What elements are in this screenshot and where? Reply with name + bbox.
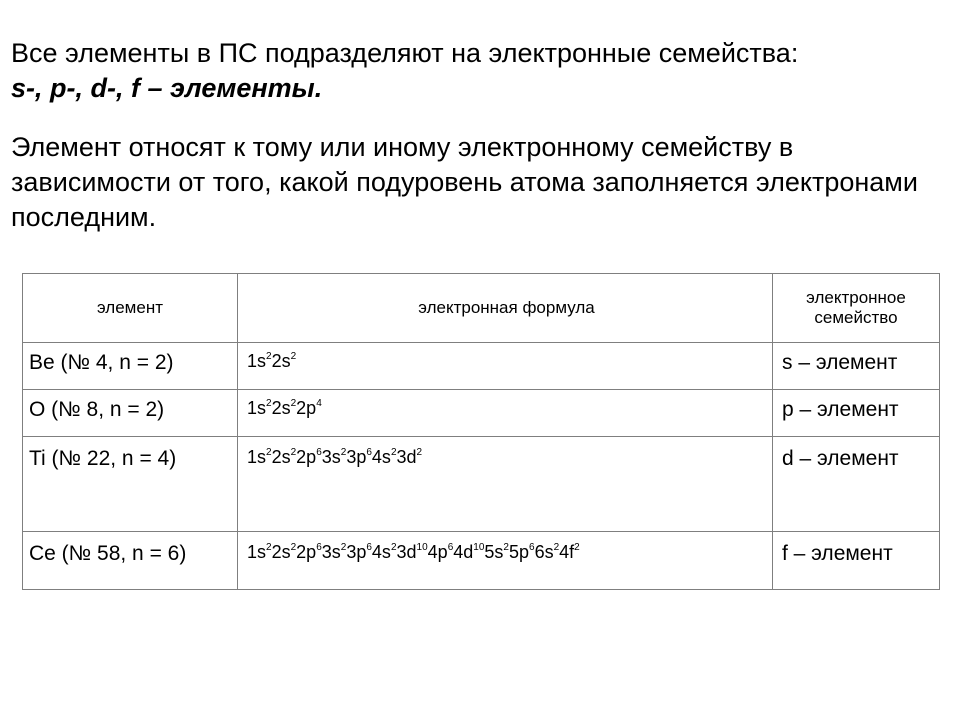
orbital-term: $2p^6$ xyxy=(296,447,322,467)
table-header-row xyxy=(23,274,940,343)
orbital-term: $5s^2$ xyxy=(484,542,509,562)
orbital-term: $2p^4$ xyxy=(296,398,322,418)
electron-count: 2 xyxy=(340,542,347,553)
electron-count: 6 xyxy=(529,542,535,553)
electron-count: 2 xyxy=(290,398,297,409)
element-cell: Ce (№ 58, n = 6) xyxy=(23,532,238,590)
family-cell: f – элемент xyxy=(773,532,940,590)
table-row xyxy=(23,343,940,390)
orbital-term: $3d^2$ xyxy=(396,447,423,467)
intro-line1: Все элементы в ПС подразделяют на электронные семейства: xyxy=(11,38,799,68)
element-cell: Ti (№ 22, n = 4) xyxy=(23,437,238,532)
electron-count: 2 xyxy=(266,398,272,409)
orbital-term: $2s^2$ xyxy=(271,447,297,467)
electron-count: 2 xyxy=(503,542,509,553)
electron-count: 2 xyxy=(290,542,297,553)
intro-paragraph2: Элемент относят к тому или иному электронному семейству в зависимости от того, какой подуровень атома заполняется электронами последним. xyxy=(11,132,918,232)
orbital-term: $4p^6$ xyxy=(427,542,454,562)
electron-count: 2 xyxy=(266,351,272,362)
orbital-term: $5p^6$ xyxy=(508,542,535,562)
orbital-term: $2s^2$ xyxy=(271,351,297,371)
electron-count: 2 xyxy=(290,351,297,362)
family-cell: s – элемент xyxy=(773,343,940,390)
orbital-term: $4s^2$ xyxy=(371,542,397,562)
formula-cell xyxy=(238,390,773,437)
formula-cell xyxy=(238,437,773,532)
electron-count: 10 xyxy=(416,542,428,553)
table-row xyxy=(23,437,940,532)
electron-count: 2 xyxy=(390,542,397,553)
orbital-term: $1s^2$ xyxy=(247,351,272,371)
formula-cell xyxy=(238,343,773,390)
intro-families: s-, p-, d-, f – элементы. xyxy=(11,73,323,103)
intro-text xyxy=(11,36,951,235)
orbital-term: $3p^6$ xyxy=(346,542,372,562)
element-cell: Be (№ 4, n = 2) xyxy=(23,343,238,390)
orbital-term: $1s^2$ xyxy=(247,398,272,418)
header-family: электронное семейство xyxy=(773,274,940,343)
electron-count: 6 xyxy=(316,542,322,553)
family-cell: d – элемент xyxy=(773,437,940,532)
orbital-term: $6s^2$ xyxy=(534,542,560,562)
electron-count: 6 xyxy=(366,447,372,458)
formula-cell xyxy=(238,532,773,590)
orbital-term: $2p^6$ xyxy=(296,542,322,562)
orbital-term: $3d^{10}$ xyxy=(396,542,428,562)
header-formula: электронная формула xyxy=(238,274,773,343)
electron-count: 6 xyxy=(366,542,372,553)
header-element: элемент xyxy=(23,274,238,343)
orbital-term: $4f^2$ xyxy=(559,542,580,562)
electron-count: 2 xyxy=(390,447,397,458)
orbital-term: $1s^2$ xyxy=(247,447,272,467)
orbital-term: $2s^2$ xyxy=(271,398,297,418)
orbital-term: $1s^2$ xyxy=(247,542,272,562)
electron-count: 2 xyxy=(266,542,272,553)
electron-count: 10 xyxy=(473,542,485,553)
orbital-term: $3p^6$ xyxy=(346,447,372,467)
electron-count: 6 xyxy=(316,447,322,458)
electron-count: 2 xyxy=(290,447,297,458)
orbital-term: $3s^2$ xyxy=(321,447,347,467)
family-cell: p – элемент xyxy=(773,390,940,437)
electron-count: 2 xyxy=(553,542,560,553)
orbital-term: $4d^{10}$ xyxy=(453,542,485,562)
electron-count: 4 xyxy=(316,398,322,409)
table-row xyxy=(23,532,940,590)
electron-count: 2 xyxy=(266,447,272,458)
electron-count: 2 xyxy=(416,447,423,458)
table-row xyxy=(23,390,940,437)
electron-count: 2 xyxy=(574,542,580,553)
orbital-term: $4s^2$ xyxy=(371,447,397,467)
electron-count: 2 xyxy=(340,447,347,458)
electron-count: 6 xyxy=(447,542,454,553)
orbital-term: $3s^2$ xyxy=(321,542,347,562)
electron-families-table xyxy=(22,273,940,590)
element-cell: O (№ 8, n = 2) xyxy=(23,390,238,437)
orbital-term: $2s^2$ xyxy=(271,542,297,562)
